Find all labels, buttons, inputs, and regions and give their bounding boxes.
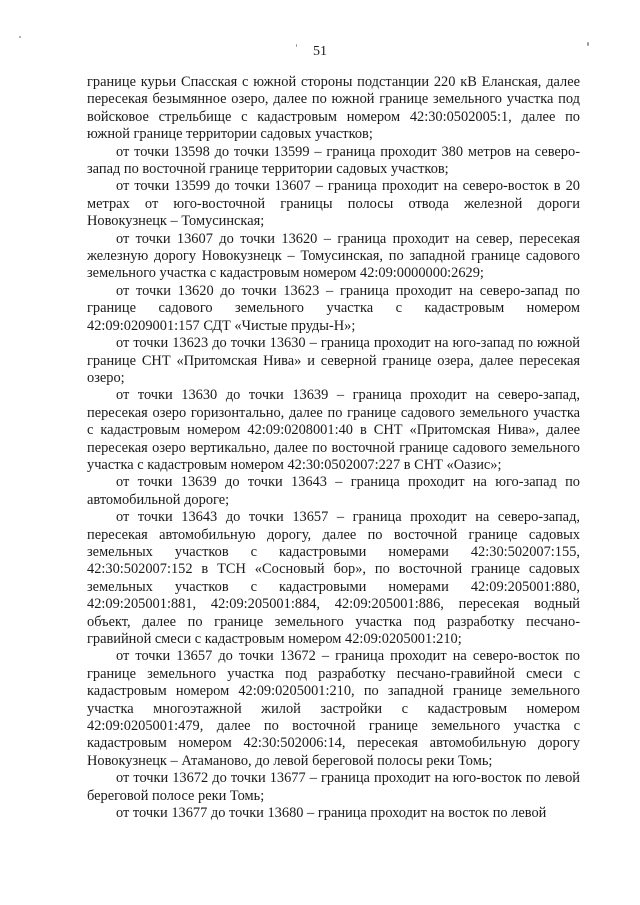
paragraph: от точки 13630 до точки 13639 – граница проходит на северо-запад, пересекая озеро горизонтально, далее по границе садового земельного участка с кадастровым номером 42:09:0208001:40 в СНТ «Притомская Нива», далее пересекая озеро вертикально, далее по восточной границе садового земельного участка с кадастровым номером 42:30:0502007:227 в СНТ «Оазис»; [87, 387, 580, 473]
paragraph: от точки 13677 до точки 13680 – граница проходит на восток по левой [116, 805, 547, 822]
paragraph: от точки 13623 до точки 13630 – граница проходит на юго-запад по южной границе СНТ «Притомская Нива» и северной границе озера, далее пересекая озеро; [87, 335, 580, 386]
page-number: 51 [313, 44, 327, 59]
paragraph: от точки 13607 до точки 13620 – граница проходит на север, пересекая железную дорогу Новокузнецк – Томусинская, по западной границе садового земельного участка с кадастровым номером 42:09:0000000:2629; [87, 230, 580, 282]
paragraph: от точки 13598 до точки 13599 – граница проходит 380 метров на северо-запад по восточной границе территории садовых участков; [87, 143, 580, 178]
paragraph: от точки 13657 до точки 13672 – граница проходит на северо-восток по границе земельного участка под разработку песчано-гравийной смеси с кадастровым номером 42:09:0205001:210, по западной границе земельного участка многоэтажной жилой застройки с кадастровым номером 42:09:0205001:479, далее по восточной границе земельного участка с кадастровым номером 42:30:502006:14, пересекая автомобильную дорогу Новокузнецк – Атаманово, до левой береговой полосы реки Томь; [87, 648, 580, 769]
paragraph: от точки 13643 до точки 13657 – граница проходит на северо-запад, пересекая автомобильную дорогу, далее по восточной границе садовых земельных участков с кадастровыми номерами 42:30:502007:155, 42:30:502007:152 в ТСН «Сосновый бор», по восточной границе садовых земельных участков с кадастровыми номерами 42:09:205001:880, 42:09:205001:881, 42:09:205001:884, 42:09:205001:886, пересекая водный объект, далее по границе земельного участка под разработку песчано-гравийной смеси с кадастровым номером 42:09:0205001:210; [87, 509, 580, 647]
paragraph: границе курьи Спасская с южной стороны подстанции 220 кВ Еланская, далее пересекая безымянное озеро, далее по южной границе земельного участка под войсковое стрельбище с кадастровым номером 42:30:0502005:1, далее по южной границе территории садовых участков; [87, 74, 580, 143]
paragraph: от точки 13672 до точки 13677 – граница проходит на юго-восток по левой береговой полосе реки Томь; [87, 770, 580, 804]
paragraph: от точки 13639 до точки 13643 – граница проходит на юго-запад по автомобильной дороге; [87, 474, 580, 508]
paragraph: от точки 13620 до точки 13623 – граница проходит на северо-запад по границе садового земельного участка с кадастровым номером 42:09:0209001:157 СДТ «Чистые пруды-Н»; [87, 282, 580, 334]
body-text [87, 74, 580, 822]
scan-speck [19, 36, 21, 38]
paragraph: от точки 13599 до точки 13607 – граница проходит на северо-восток в 20 метрах от юго-восточной границы полосы отвода железной дороги Новокузнецк – Томусинская; [87, 178, 580, 230]
